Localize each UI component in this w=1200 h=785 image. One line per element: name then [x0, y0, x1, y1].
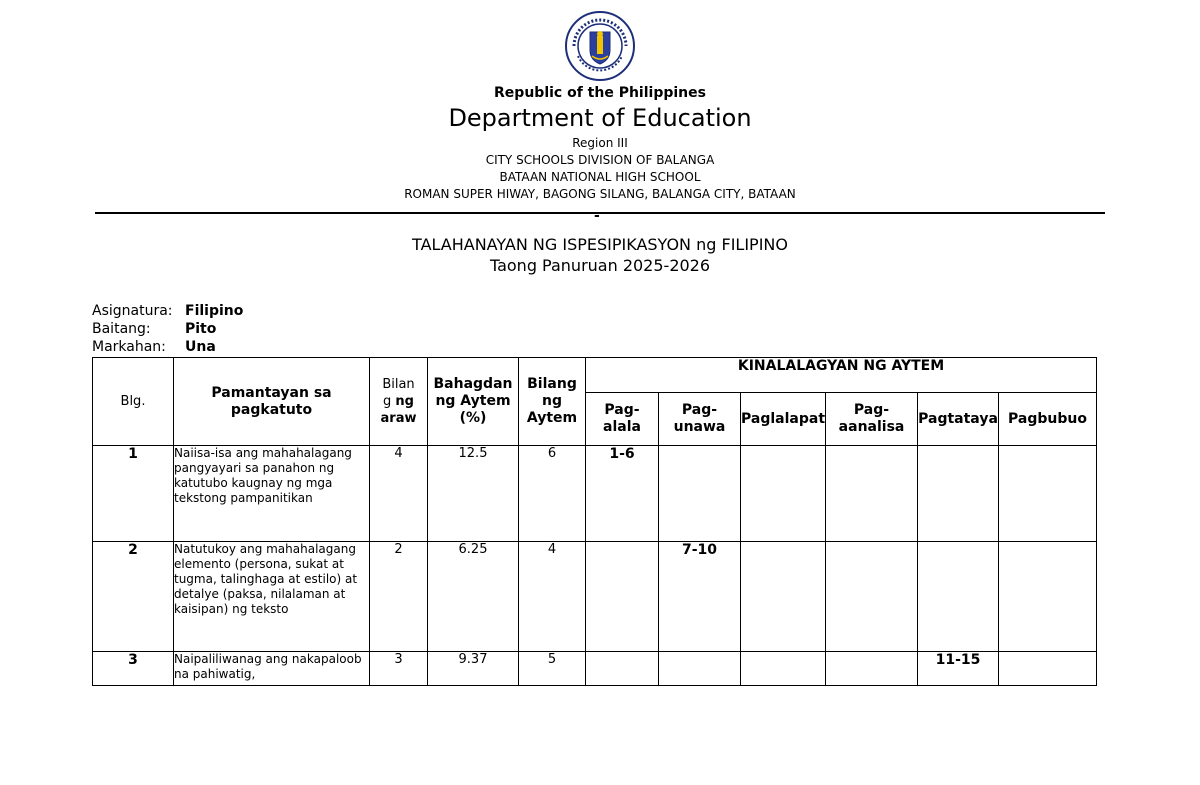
department-heading: Department of Education	[448, 104, 752, 132]
row-paganalisa	[826, 542, 918, 652]
row-items: 4	[519, 542, 586, 652]
row-description: Naiisa-isa ang mahahalagang pangyayari sa panahon ng katutubo kaugnay ng mga tekstong pampanitikan	[174, 446, 370, 542]
header-divider	[95, 212, 1105, 214]
school-year: Taong Panuruan 2025-2026	[489, 256, 711, 275]
grade-label: Baitang:	[92, 321, 151, 337]
row-paganalisa	[826, 652, 918, 686]
row-pagtataya: 11-15	[918, 652, 999, 686]
header-blg: Blg.	[93, 358, 174, 446]
row-pagbubuo	[999, 542, 1097, 652]
header-pagunawa: Pag-unawa	[659, 393, 741, 446]
row-pagunawa: 7-10	[659, 542, 741, 652]
header-pagtataya: Pagtataya	[918, 393, 999, 446]
row-pagunawa	[659, 446, 741, 542]
row-pagbubuo	[999, 446, 1097, 542]
deped-seal-logo	[564, 10, 636, 82]
row-pagtataya	[918, 542, 999, 652]
header-paganalisa: Pag-aanalisa	[826, 393, 918, 446]
header-bilang-araw: Bilan g ng araw	[370, 358, 428, 446]
quarter-label: Markahan:	[92, 339, 166, 355]
row-items: 6	[519, 446, 586, 542]
row-pagalala	[586, 542, 659, 652]
subject-line	[92, 303, 243, 319]
row-paglalapat	[741, 652, 826, 686]
header-bahagdan: Bahagdan ng Aytem (%)	[428, 358, 519, 446]
row-items: 5	[519, 652, 586, 686]
header-pagalala: Pag-alala	[586, 393, 659, 446]
row-paglalapat	[741, 542, 826, 652]
row-number: 2	[93, 542, 174, 652]
division-text: CITY SCHOOLS DIVISION OF BALANGA	[485, 153, 715, 167]
header-kinalalagyan: KINALALAGYAN NG AYTEM	[586, 358, 1097, 393]
row-paganalisa	[826, 446, 918, 542]
row-description: Natutukoy ang mahahalagang elemento (persona, sukat at tugma, talinghaga at estilo) at detalye (paksa, nilalaman at kaisipan) ng teksto	[174, 542, 370, 652]
republic-heading: Republic of the Philippines	[494, 85, 706, 101]
table-row	[93, 542, 1097, 652]
row-pagalala: 1-6	[586, 446, 659, 542]
row-pagtataya	[918, 446, 999, 542]
grade-value: Pito	[185, 321, 217, 337]
row-pagbubuo	[999, 652, 1097, 686]
row-days: 4	[370, 446, 428, 542]
address-text: ROMAN SUPER HIWAY, BAGONG SILANG, BALANGA CITY, BATAAN	[404, 187, 796, 201]
table-row	[93, 446, 1097, 542]
row-description: Naipaliliwanag ang nakapaloob na pahiwatig,	[174, 652, 370, 686]
subject-value: Filipino	[185, 303, 244, 319]
row-percent: 9.37	[428, 652, 519, 686]
row-days: 2	[370, 542, 428, 652]
quarter-value: Una	[185, 339, 216, 355]
row-percent: 12.5	[428, 446, 519, 542]
row-pagalala	[586, 652, 659, 686]
table-row	[93, 652, 1097, 686]
row-days: 3	[370, 652, 428, 686]
header-paglalapat: Paglalapat	[741, 393, 826, 446]
grade-line	[92, 321, 216, 337]
header-bilang-aytem: Bilang ng Aytem	[519, 358, 586, 446]
divider-dash: -	[594, 208, 600, 224]
subject-label: Asignatura:	[92, 303, 173, 319]
school-text: BATAAN NATIONAL HIGH SCHOOL	[499, 170, 701, 184]
header-pamantayan: Pamantayan sa pagkatuto	[174, 358, 370, 446]
specification-table	[92, 357, 1097, 686]
quarter-line	[92, 339, 216, 355]
row-number: 1	[93, 446, 174, 542]
document-title: TALAHANAYAN NG ISPESIPIKASYON ng FILIPINO	[412, 235, 788, 254]
region-text: Region III	[572, 136, 628, 150]
row-percent: 6.25	[428, 542, 519, 652]
header-pagbubuo: Pagbubuo	[999, 393, 1097, 446]
row-paglalapat	[741, 446, 826, 542]
row-pagunawa	[659, 652, 741, 686]
row-number: 3	[93, 652, 174, 686]
